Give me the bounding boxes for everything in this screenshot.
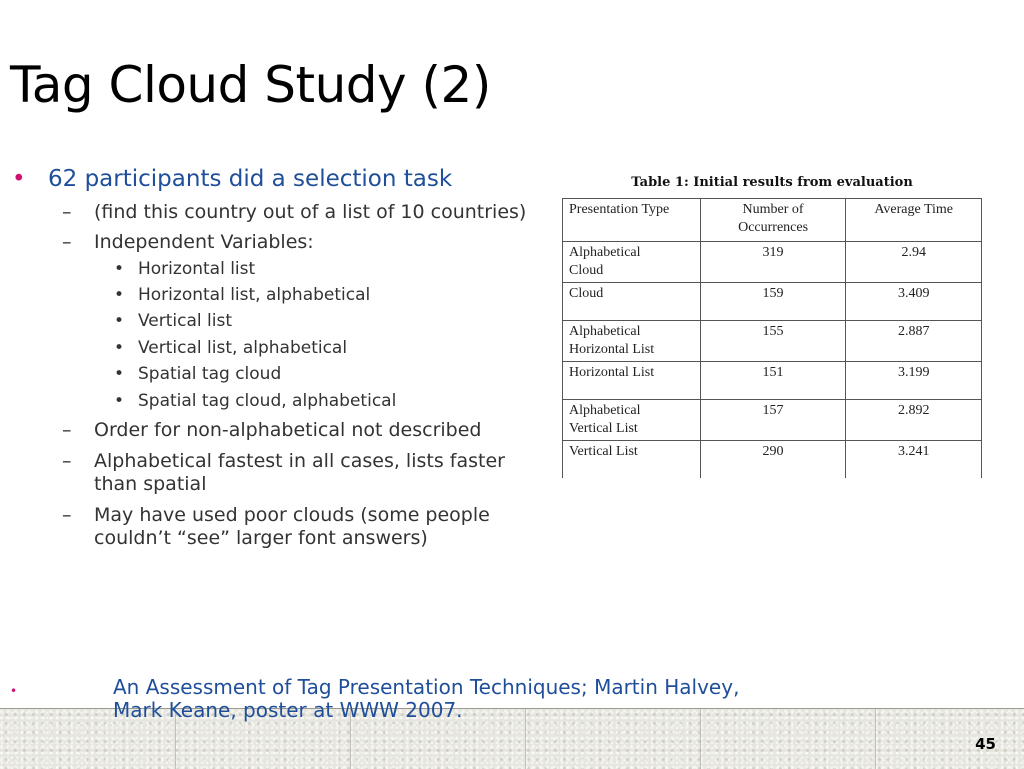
cell-type: Alphabetical Cloud — [563, 242, 701, 283]
table-row — [563, 242, 982, 283]
variable-item: • Horizontal list, alphabetical — [114, 285, 371, 305]
dash-icon: – — [62, 504, 72, 526]
table-header-row — [563, 199, 982, 242]
bullet-dot-icon: • — [114, 285, 125, 305]
table-row — [563, 400, 982, 441]
cell-type: Horizontal List — [563, 362, 701, 400]
sub-bullet-variables-text: Independent Variables: — [94, 231, 314, 253]
cell-avg-time: 3.199 — [846, 362, 982, 400]
sub-bullet-task — [62, 201, 526, 224]
variable-item: • Horizontal list — [114, 259, 256, 279]
table-row — [563, 362, 982, 400]
cell-occurrences: 319 — [700, 242, 846, 283]
variable-item: • Spatial tag cloud — [114, 364, 282, 384]
main-bullet — [12, 166, 452, 192]
cell-avg-time: 2.892 — [846, 400, 982, 441]
bullet-dot-icon: • — [114, 364, 125, 384]
table-row — [563, 283, 982, 321]
table-row — [563, 321, 982, 362]
cell-avg-time: 2.887 — [846, 321, 982, 362]
cell-type: Cloud — [563, 283, 701, 321]
sub-bullet-order-text: Order for non-alphabetical not described — [94, 419, 482, 441]
results-table-figure — [562, 172, 982, 478]
main-bullet-text: 62 participants did a selection task — [48, 166, 453, 192]
cell-occurrences: 151 — [700, 362, 846, 400]
cell-avg-time: 3.409 — [846, 283, 982, 321]
bullet-dot-icon: • — [12, 166, 26, 192]
cell-occurrences: 159 — [700, 283, 846, 321]
cell-type: Vertical List — [563, 441, 701, 479]
slide-title: Tag Cloud Study (2) — [10, 56, 491, 114]
cell-occurrences: 155 — [700, 321, 846, 362]
cell-type: Alphabetical Horizontal List — [563, 321, 701, 362]
reference-citation: An Assessment of Tag Presentation Techniques; Martin Halvey, Mark Keane, poster at WWW 2007. — [113, 675, 740, 722]
reference-bullet-icon: • — [10, 684, 18, 698]
results-table — [562, 198, 982, 478]
table-row — [563, 441, 982, 479]
header-occurrences: Number of Occurrences — [700, 199, 846, 242]
bullet-dot-icon: • — [114, 338, 125, 358]
header-presentation-type: Presentation Type — [563, 199, 701, 242]
table-caption: Table 1: Initial results from evaluation — [631, 175, 913, 190]
bullet-dot-icon: • — [114, 259, 125, 279]
sub-bullet-variables — [62, 231, 314, 254]
sub-bullet-order — [62, 419, 481, 442]
variable-item: • Spatial tag cloud, alphabetical — [114, 391, 397, 411]
dash-icon: – — [62, 231, 72, 253]
variable-item: • Vertical list — [114, 311, 233, 331]
sub-bullet-alphabetical: – Alphabetical fastest in all cases, lists faster than spatial — [62, 450, 505, 495]
cell-occurrences: 290 — [700, 441, 846, 479]
dash-icon: – — [62, 450, 72, 472]
bullet-dot-icon: • — [114, 311, 125, 331]
sub-bullet-poor-clouds: – May have used poor clouds (some people couldn’t “see” larger font answers) — [62, 504, 490, 549]
header-average-time: Average Time — [846, 199, 982, 242]
variable-item: • Vertical list, alphabetical — [114, 338, 348, 358]
page-number: 45 — [975, 735, 996, 753]
cell-avg-time: 3.241 — [846, 441, 982, 479]
cell-type: Alphabetical Vertical List — [563, 400, 701, 441]
cell-avg-time: 2.94 — [846, 242, 982, 283]
dash-icon: – — [62, 419, 72, 441]
bullet-dot-icon: • — [114, 391, 125, 411]
dash-icon: – — [62, 201, 72, 223]
sub-bullet-task-text: (find this country out of a list of 10 countries) — [94, 201, 527, 223]
cell-occurrences: 157 — [700, 400, 846, 441]
